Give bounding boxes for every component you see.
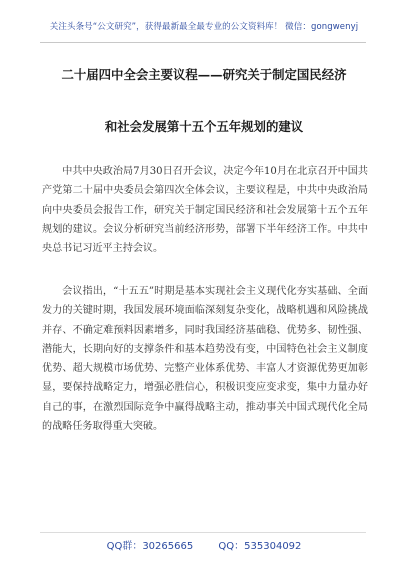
footer-contact — [0, 537, 408, 552]
body-paragraph-2: 会议指出，“十五五”时期是基本实现社会主义现代化夯实基础、全面发力的关键时期，我国发展环境面临深刻复杂变化，战略机遇和风险挑战并存、不确定难预料因素增多，同时我国经济基础稳、优势多、韧性强、潜能大，长期向好的支撑条件和基本趋势没有变，中国特色社会主义制度优势、超大规模市场优势、完整产业体系优势、丰富人才资源优势更加彰显，要保持战略定力，增强必胜信心，积极识变应变求变，集中力量办好自己的事，在激烈国际竞争中赢得战略主动，推动事关中国式现代化全局的战略任务取得重大突破。 — [42, 286, 368, 433]
footer-qq-group: QQ群：30265665 — [106, 541, 194, 552]
footer-divider — [40, 532, 366, 533]
document-title-line-1: 二十届四中全会主要议程——研究关于制定国民经济 — [61, 67, 347, 82]
document-title-line-2: 和社会发展第十五个五年规划的建议 — [104, 119, 304, 134]
header-banner: 关注头条号“公文研究”，获得最新最全最专业的公文资料库！ 微信：gongwenyj — [49, 22, 359, 32]
body-paragraph-1: 中共中央政治局7月30日召开会议，决定今年10月在北京召开中国共产党第二十届中央委员会第四次全体会议，主要议程是，中共中央政治局向中央委员会报告工作，研究关于制定国民经济和社会发展第十五个五年规划的建议。会议分析研究当前经济形势，部署下半年经济工作。中共中央总书记习近平主持会议。 — [42, 166, 368, 255]
header-divider — [40, 42, 366, 43]
footer-qq: QQ：535304092 — [218, 541, 302, 552]
